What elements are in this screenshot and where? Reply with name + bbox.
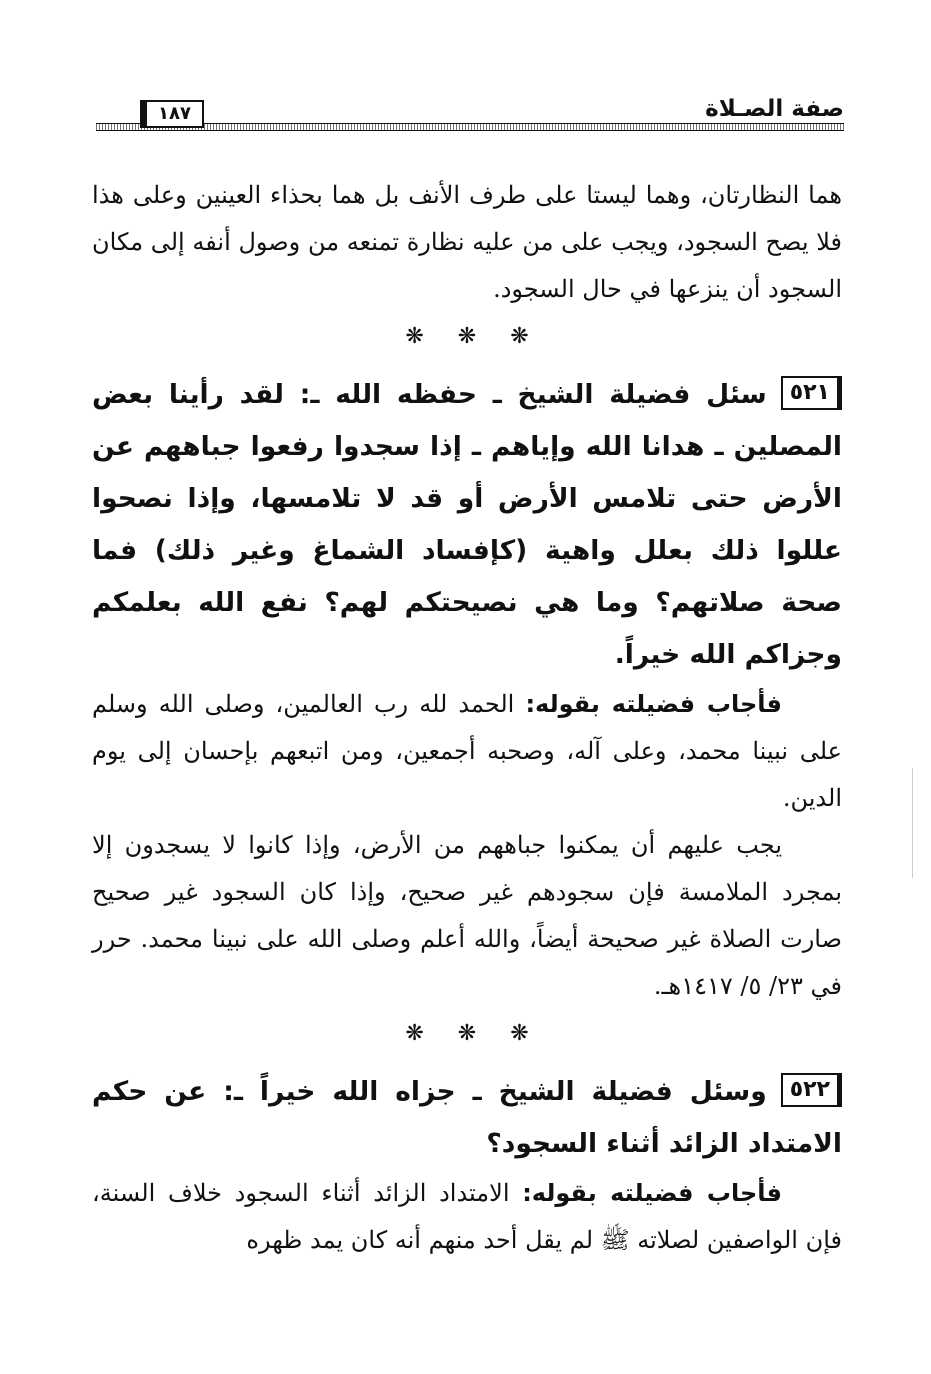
- question-number-521: ٥٢١: [781, 376, 842, 410]
- section-separator-2: ❋❋❋: [405, 1021, 563, 1046]
- answer-521-text-1: الحمد لله رب العالمين، وصلى الله وسلم على نبينا محمد، وعلى آله، وصحبه أجمعين، ومن اتبعهم بإحسان إلى يوم الدين.: [92, 690, 842, 812]
- section-separator: ❋❋❋: [405, 324, 563, 349]
- question-522-text: وسئل فضيلة الشيخ ـ جزاه الله خيراً ـ: عن حكم الامتداد الزائد أثناء السجود؟: [92, 1076, 842, 1159]
- scan-margin-mark: [912, 768, 913, 878]
- question-522: [92, 1066, 842, 1170]
- question-521-text: سئل فضيلة الشيخ ـ حفظه الله ـ: لقد رأينا بعض المصلين ـ هدانا الله وإياهم ـ إذا سجدوا رفعوا جباههم عن الأرض حتى تلامس الأرض أو قد لا تلامسها، وإذا نصحوا عللوا ذلك بعلل واهية (كإفساد الشماغ وغير ذلك) فما صحة صلاتهم؟ وما هي نصيحتكم لهم؟ نفع الله بعلمكم وجزاكم الله خيراً.: [92, 379, 842, 670]
- intro-paragraph: هما النظارتان، وهما ليستا على طرف الأنف بل هما بحذاء العينين وعلى هذا فلا يصح السجود، ويجب على من عليه نظارة تمنعه من وصول أنفه إلى مكان السجود أن ينزعها في حال السجود.: [92, 181, 842, 303]
- answer-521-lead: فأجاب فضيلته بقوله:: [525, 690, 782, 718]
- answer-521-paragraph-1: [92, 681, 842, 822]
- question-number-522: ٥٢٢: [781, 1073, 842, 1107]
- page-body: [92, 172, 842, 1264]
- answer-522-paragraph-1: [92, 1170, 842, 1264]
- answer-521-paragraph-2: يجب عليهم أن يمكنوا جباههم من الأرض، وإذا كانوا لا يسجدون إلا بمجرد الملامسة فإن سجودهم غير صحيح، وإذا كان السجود غير صحيح صارت الصلاة غير صحيحة أيضاً، والله أعلم وصلى الله على نبينا محمد. حرر في ٢٣/ ٥/ ١٤١٧هـ.: [92, 831, 842, 1000]
- header-rule: [96, 123, 844, 131]
- answer-522-lead: فأجاب فضيلته بقوله:: [522, 1179, 783, 1207]
- answer-522-text-1: الامتداد الزائد أثناء السجود خلاف السنة، فإن الواصفين لصلاته ﷺ لم يقل أحد منهم أنه كان يمد ظهره: [92, 1179, 842, 1254]
- page-number: ١٨٧: [140, 100, 204, 128]
- running-header: [96, 96, 844, 136]
- chapter-title: صفة الصـلاة: [705, 96, 844, 122]
- question-521: [92, 369, 842, 681]
